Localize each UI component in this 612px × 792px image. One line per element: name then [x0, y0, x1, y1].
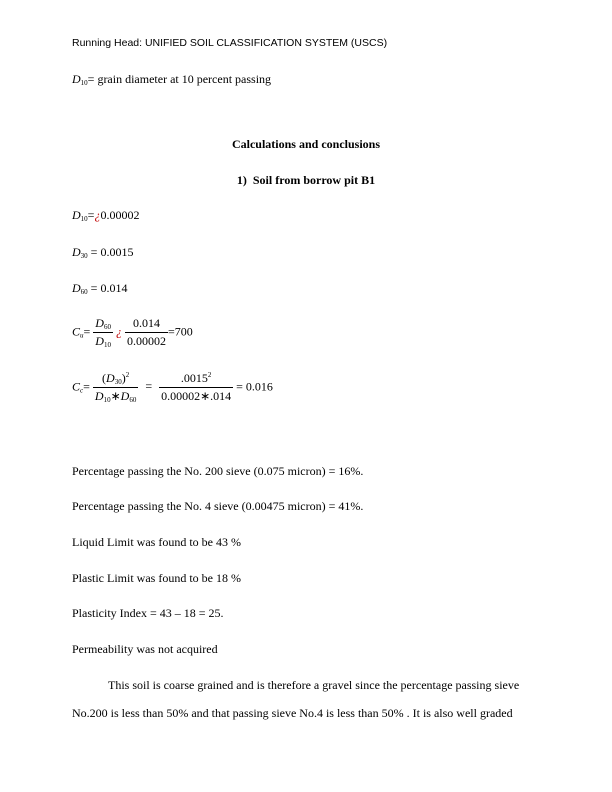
- result-line: Plasticity Index = 43 – 18 = 25.: [72, 606, 224, 620]
- cc-fraction-1: $\frac{(D_{30})^2}{D_{10}∗D_{60}}$: [94, 371, 137, 404]
- d10-value: $D_{10}=¿0.00002$: [72, 208, 140, 223]
- section-title: Calculations and conclusions: [231, 137, 381, 151]
- running-head: Running Head: UNIFIED SOIL CLASSIFICATION SYSTEM (USCS): [72, 37, 388, 49]
- conclusion-paragraph: This soil is coarse grained and is therefore a gravel since the percentage passing sieve No.200 is less than 50% and that passing sieve No.4 is less than 50% . It is also well graded: [72, 678, 520, 720]
- result-line: Percentage passing the No. 200 sieve (0.075 micron) = 16%.: [72, 464, 364, 478]
- result-line: Percentage passing the No. 4 sieve (0.00475 micron) = 41%.: [72, 499, 364, 513]
- cc-fraction-2: $\frac{.0015^2}{0.00002∗.014}$: [161, 371, 232, 403]
- result-line: Liquid Limit was found to be 43 %: [72, 535, 241, 549]
- cu-fraction-1: $\frac{D_{60}}{D_{10}}$: [95, 316, 111, 349]
- item-heading: 1) Soil from borrow pit B1: [236, 173, 376, 187]
- result-line: Permeability was not acquired: [72, 642, 218, 656]
- cu-equation: $C_u=$ $\frac{D_{60}}{D_{10}}$ ¿ $\frac{0.014}{0.00002}$ =700: [72, 316, 193, 349]
- cc-equation: $C_c=$ $\frac{(D_{30})^2}{D_{10}∗D_{60}}$ = $\frac{.0015^2}{0.00002∗.014}$ = 0.016: [72, 371, 273, 404]
- cu-fraction-2: $\frac{0.014}{0.00002}$: [126, 316, 166, 348]
- d30-value: $D_{30} = 0.0015$: [72, 245, 134, 260]
- d10-definition: $D_{10}=$ grain diameter at 10 percent passing: [72, 72, 272, 87]
- result-line: Plastic Limit was found to be 18 %: [72, 571, 241, 585]
- d60-value: $D_{60} = 0.014$: [72, 281, 128, 296]
